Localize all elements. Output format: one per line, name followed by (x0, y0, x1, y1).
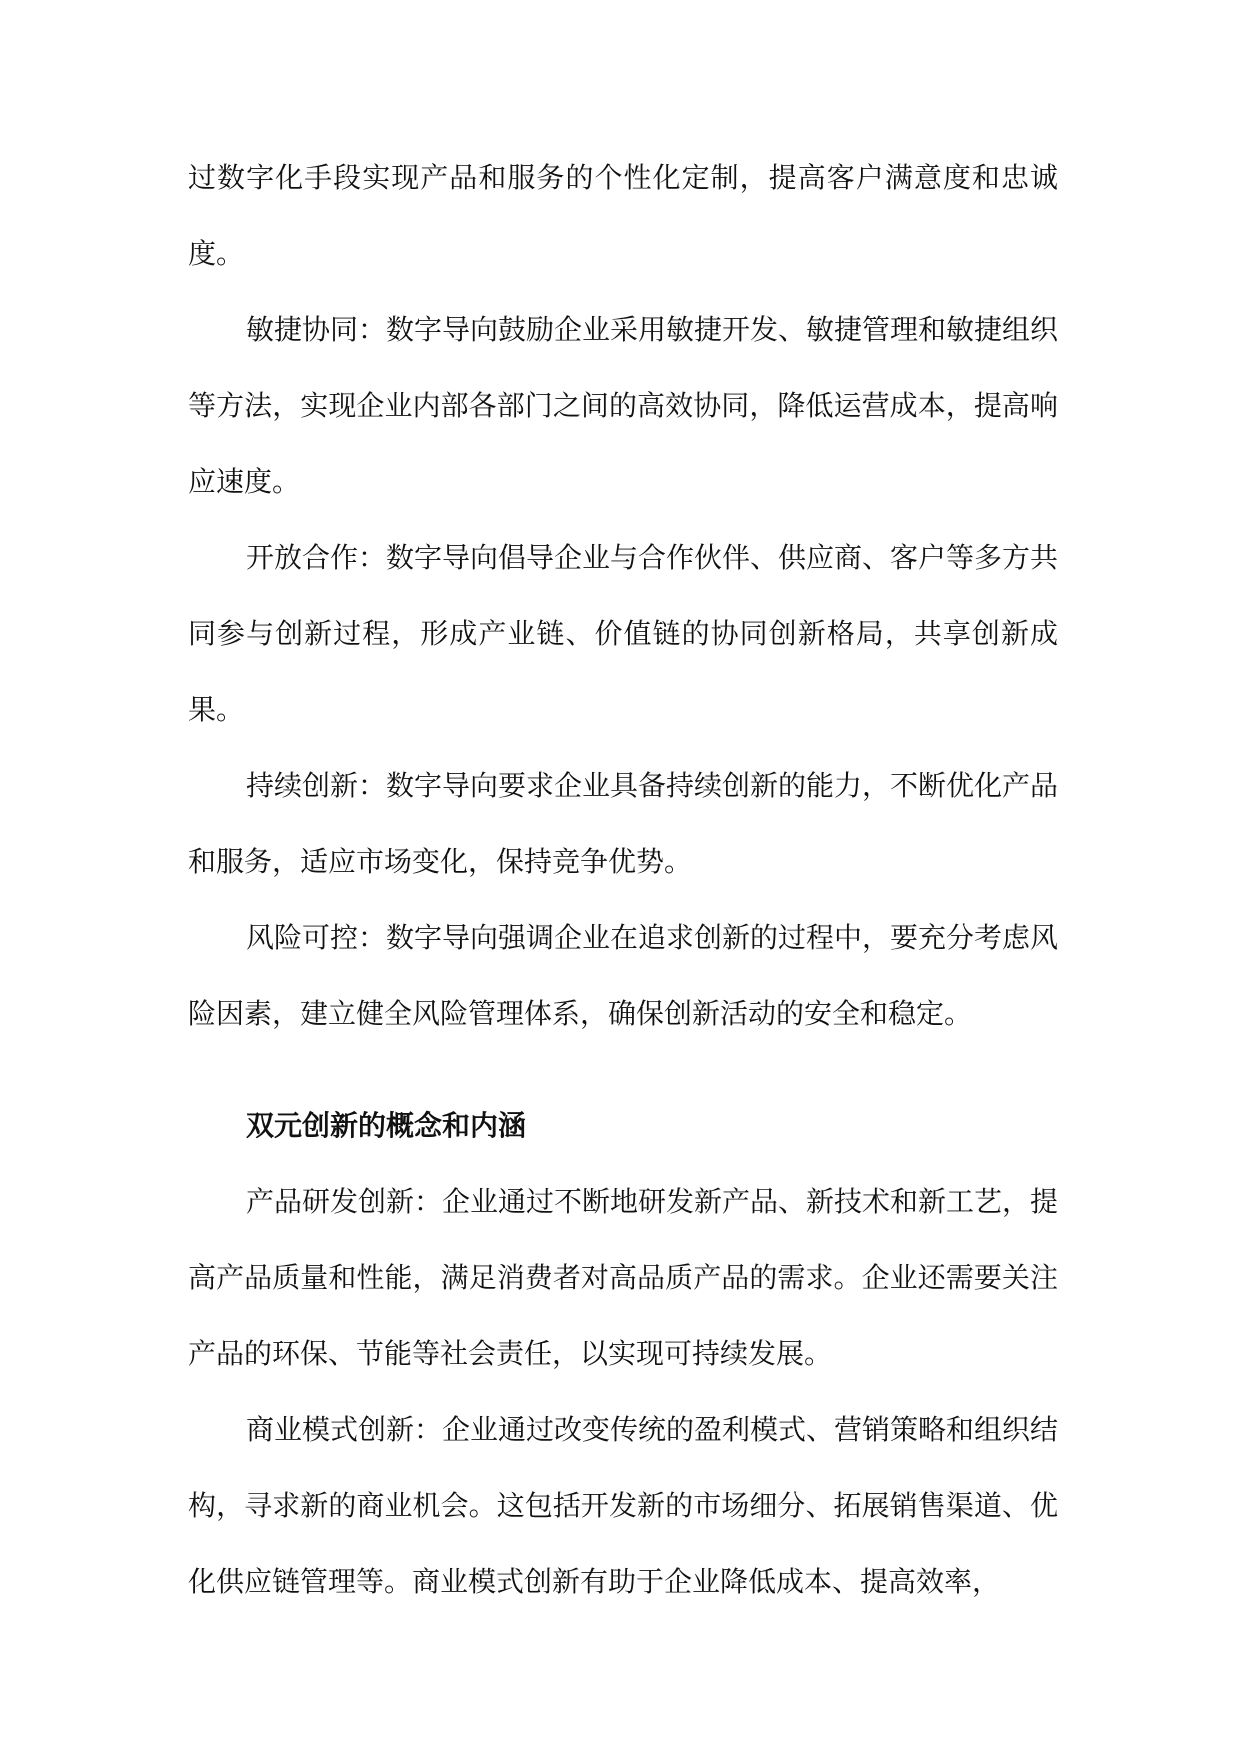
paragraph-open-cooperation: 开放合作：数字导向倡导企业与合作伙伴、供应商、客户等多方共同参与创新过程，形成产业链、价值链的协同创新格局，共享创新成果。 (188, 541, 1059, 726)
document-body (188, 140, 1058, 1620)
paragraph-product-rd-innovation: 产品研发创新：企业通过不断地研发新产品、新技术和新工艺，提高产品质量和性能，满足消费者对高品质产品的需求。企业还需要关注产品的环保、节能等社会责任，以实现可持续发展。 (188, 1185, 1059, 1370)
paragraph-continuous-innovation: 持续创新：数字导向要求企业具备持续创新的能力，不断优化产品和服务，适应市场变化，保持竞争优势。 (188, 769, 1059, 878)
paragraph-continuation: 过数字化手段实现产品和服务的个性化定制，提高客户满意度和忠诚度。 (188, 161, 1058, 270)
paragraph-risk-control: 风险可控：数字导向强调企业在追求创新的过程中，要充分考虑风险因素，建立健全风险管理体系，确保创新活动的安全和稳定。 (188, 921, 1059, 1030)
paragraph-agile-collaboration: 敏捷协同：数字导向鼓励企业采用敏捷开发、敏捷管理和敏捷组织等方法，实现企业内部各部门之间的高效协同，降低运营成本，提高响应速度。 (188, 313, 1059, 498)
section-heading: 双元创新的概念和内涵 (246, 1109, 527, 1142)
paragraph-business-model-innovation: 商业模式创新：企业通过改变传统的盈利模式、营销策略和组织结构，寻求新的商业机会。这包括开发新的市场细分、拓展销售渠道、优化供应链管理等。商业模式创新有助于企业降低成本、提高效率， (188, 1413, 1059, 1598)
